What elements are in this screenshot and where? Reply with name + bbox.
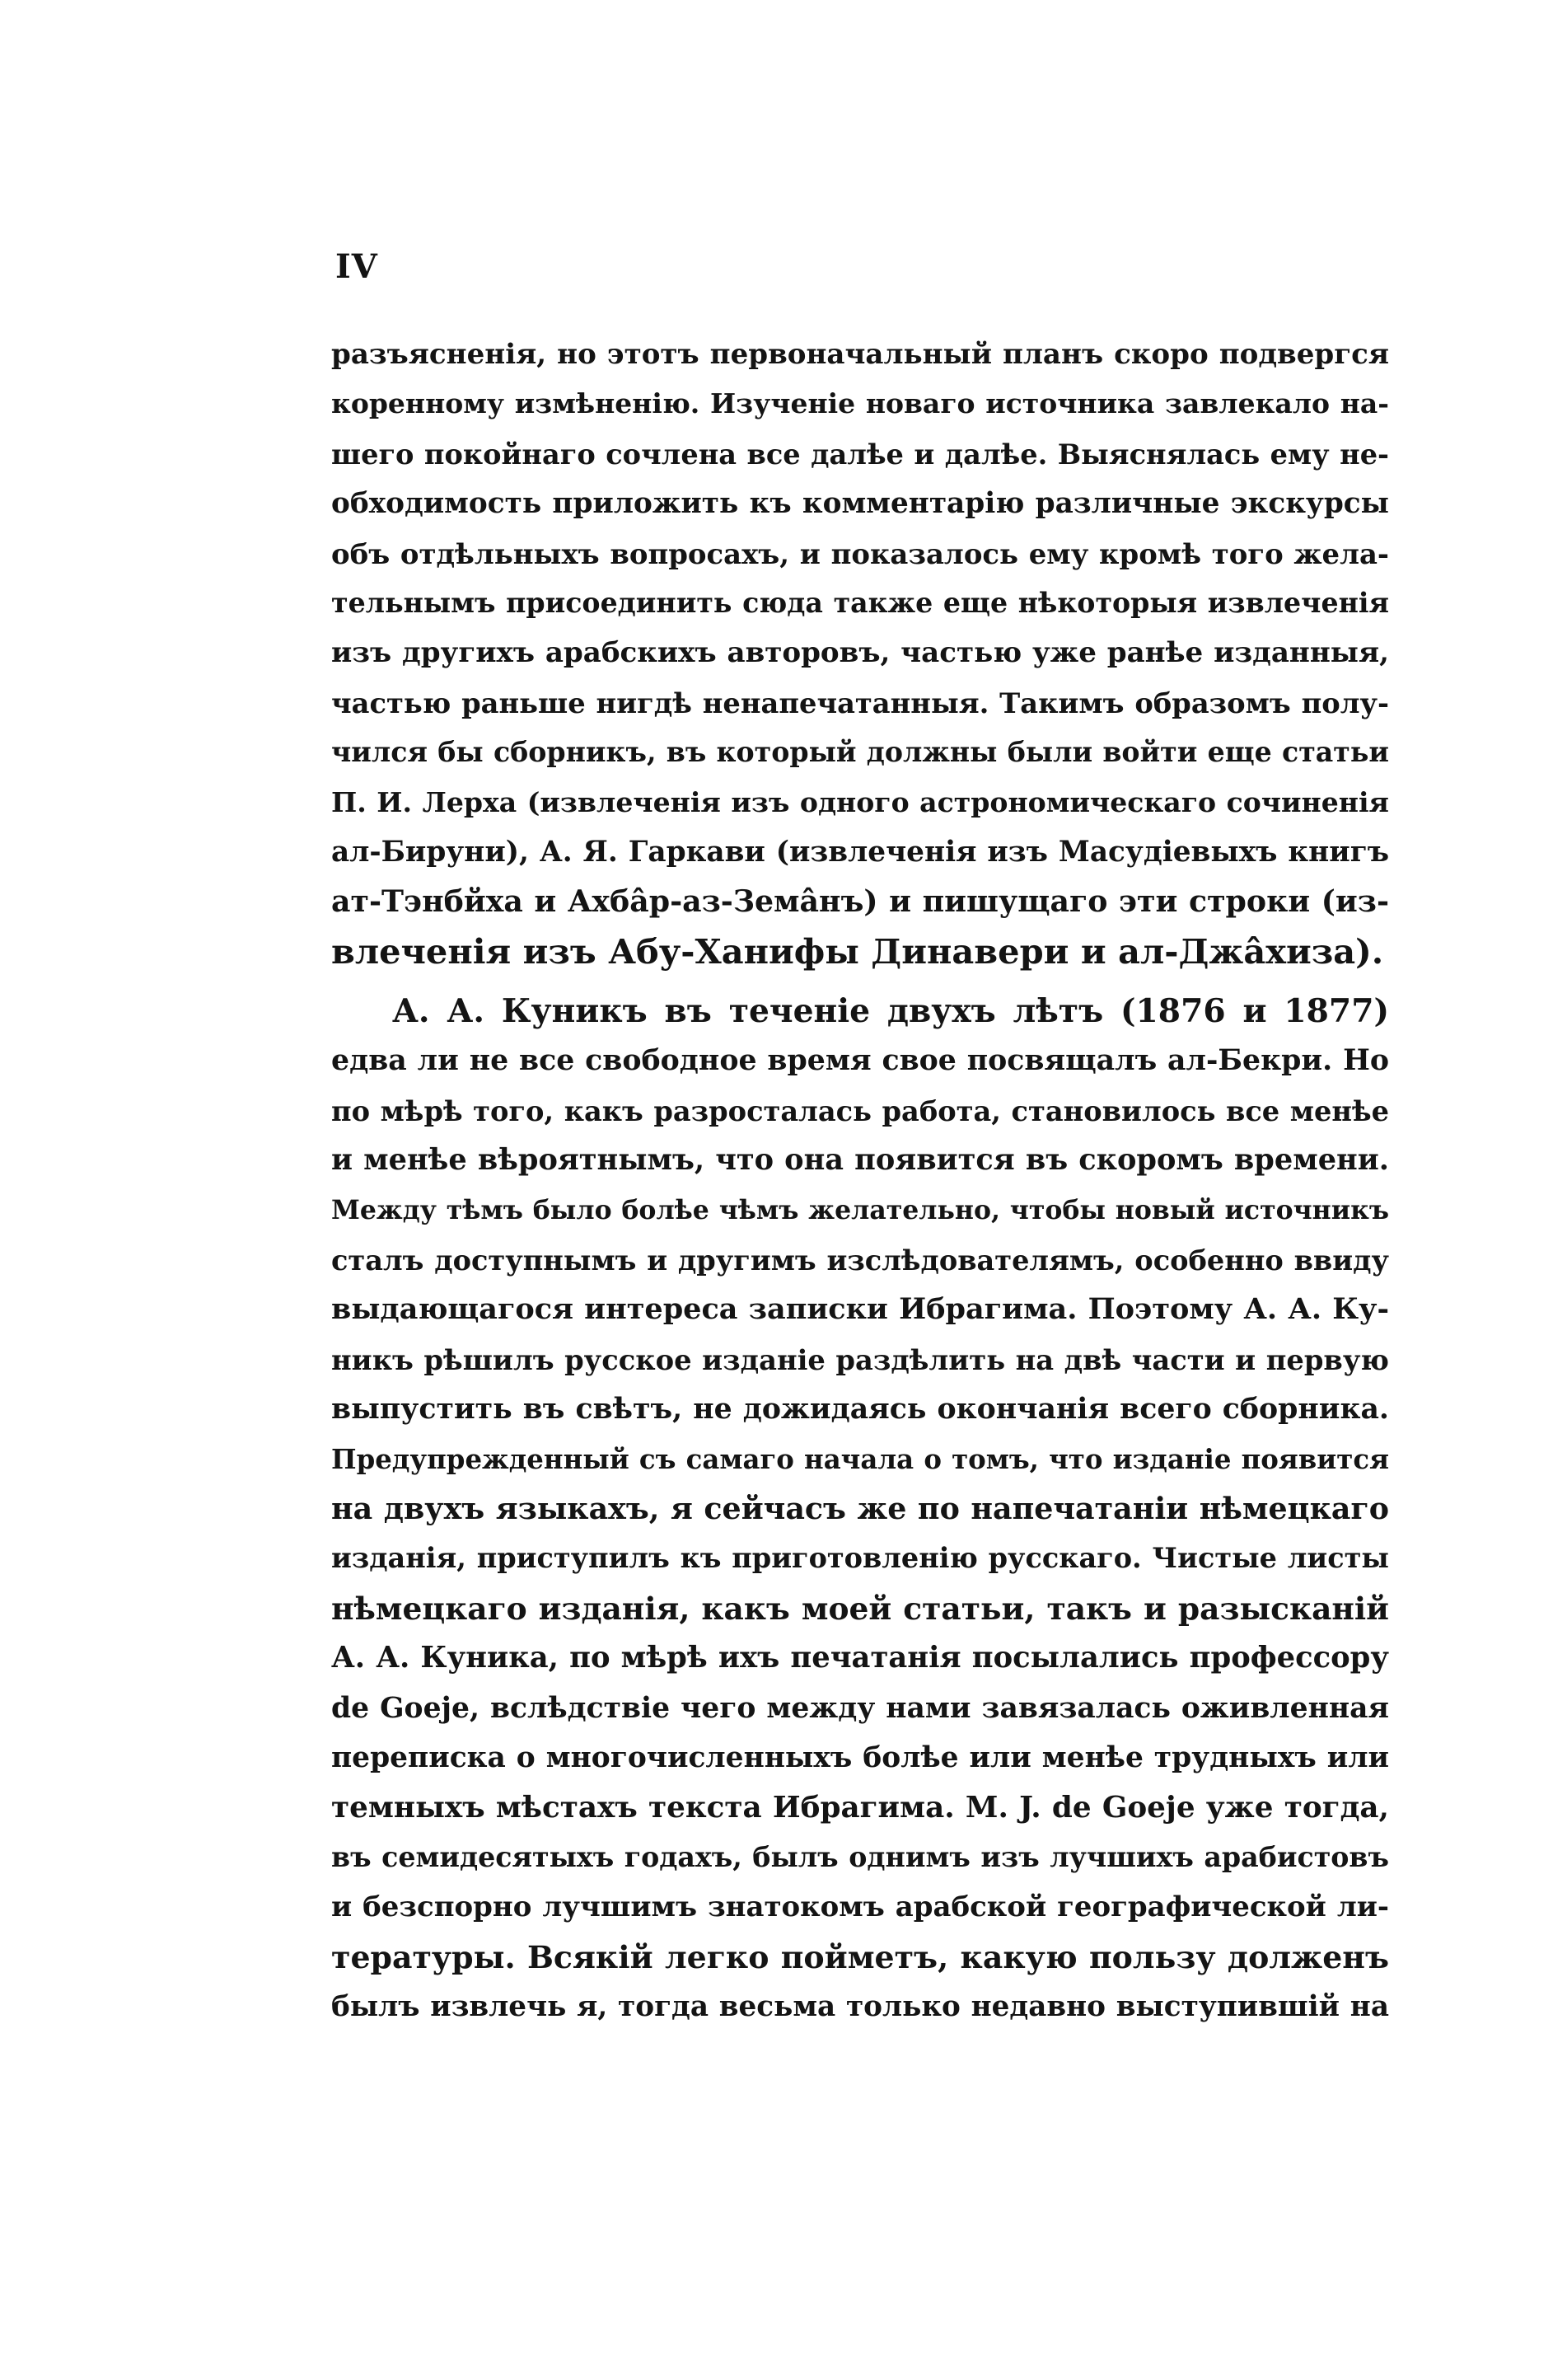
text-line: А. А. Куникъ въ теченіе двухъ лѣтъ (1876 и 1877) xyxy=(392,992,1389,1031)
text-line: частью раньше нигдѣ ненапечатанныя. Такимъ образомъ полу- xyxy=(331,686,1389,719)
text-line: коренному измѣненію. Изученіе новаго источника завлекало на- xyxy=(331,387,1389,420)
text-line: шего покойнаго сочлена все далѣе и далѣе. Выяснялась ему не- xyxy=(331,437,1389,471)
text-line: переписка о многочисленныхъ болѣе или менѣе трудныхъ или xyxy=(331,1740,1389,1774)
text-line: Между тѣмъ было болѣе чѣмъ желательно, чтобы новый источникъ xyxy=(331,1194,1389,1225)
text-line: и безспорно лучшимъ знатокомъ арабской географической ли- xyxy=(331,1890,1389,1924)
text-line: А. А. Куника, по мѣрѣ ихъ печатанія посылались профессору xyxy=(331,1641,1389,1675)
text-line: нѣмецкаго изданія, какъ моей статьи, такъ и разысканій xyxy=(331,1590,1389,1627)
text-line: никъ рѣшилъ русское изданіе раздѣлить на двѣ части и первую xyxy=(331,1342,1389,1376)
text-line: по мѣрѣ того, какъ разросталась работа, становилось все менѣе xyxy=(331,1094,1389,1127)
text-line: влеченія изъ Абу-Ханифы Динавери и ал-Джâхиза). xyxy=(331,930,1384,972)
text-line: въ семидесятыхъ годахъ, былъ однимъ изъ лучшихъ арабистовъ xyxy=(331,1840,1389,1873)
text-line: разъясненія, но этотъ первоначальный планъ скоро подвергся xyxy=(331,338,1389,371)
text-line: выпустить въ свѣтъ, не дожидаясь окончанія всего сборника. xyxy=(331,1392,1389,1427)
text-line: Предупрежденный съ самаго начала о томъ, что изданіе появится xyxy=(331,1443,1389,1475)
text-line: былъ извлечь я, тогда весьма только недавно выступившій на xyxy=(331,1989,1389,2023)
text-line: П. И. Лерха (извлеченія изъ одного астрономическаго сочиненія xyxy=(331,785,1389,818)
text-line: ал-Бируни), А. Я. Гаркави (извлеченія изъ Масудіевыхъ книгъ xyxy=(331,835,1389,869)
body-text xyxy=(331,330,1389,2031)
page-number: IV xyxy=(335,247,378,286)
paragraph xyxy=(331,330,1389,977)
text-line: и менѣе вѣроятнымъ, что она появится въ скоромъ времени. xyxy=(331,1143,1389,1178)
text-line: едва ли не все свободное время свое посвящалъ ал-Бекри. Но xyxy=(331,1043,1389,1078)
text-line: обходимость приложить къ комментарію различные экскурсы xyxy=(331,487,1389,521)
text-line: изъ другихъ арабскихъ авторовъ, частью уже ранѣе изданныя, xyxy=(331,636,1389,670)
text-line: темныхъ мѣстахъ текста Ибрагима. M. J. de Goeje уже тогда, xyxy=(331,1790,1389,1825)
text-line: ат-Тэнбйха и Ахбâр-аз-Земâнъ) и пишущаго эти строки (из- xyxy=(331,883,1389,920)
text-line: тературы. Всякій легко пойметъ, какую пользу долженъ xyxy=(331,1937,1389,1975)
text-line: сталъ доступнымъ и другимъ изслѣдователямъ, особенно ввиду xyxy=(331,1244,1389,1277)
text-line: чился бы сборникъ, въ который должны были войти еще статьи xyxy=(331,736,1389,769)
text-line: тельнымъ присоединить сюда также еще нѣкоторыя извлеченія xyxy=(331,586,1389,619)
text-line: выдающагося интереса записки Ибрагима. Поэтому А. А. Ку- xyxy=(331,1292,1389,1327)
text-line: de Goeje, вслѣдствіе чего между нами завязалась оживленная xyxy=(331,1691,1389,1725)
text-line: изданія, приступилъ къ приготовленію русскаго. Чистые листы xyxy=(331,1542,1389,1575)
paragraph xyxy=(331,986,1389,2031)
text-line: на двухъ языкахъ, я сейчасъ же по напечатаніи нѣмецкаго xyxy=(331,1490,1389,1526)
text-line: объ отдѣльныхъ вопросахъ, и показалось ему кромѣ того жела- xyxy=(331,536,1389,570)
